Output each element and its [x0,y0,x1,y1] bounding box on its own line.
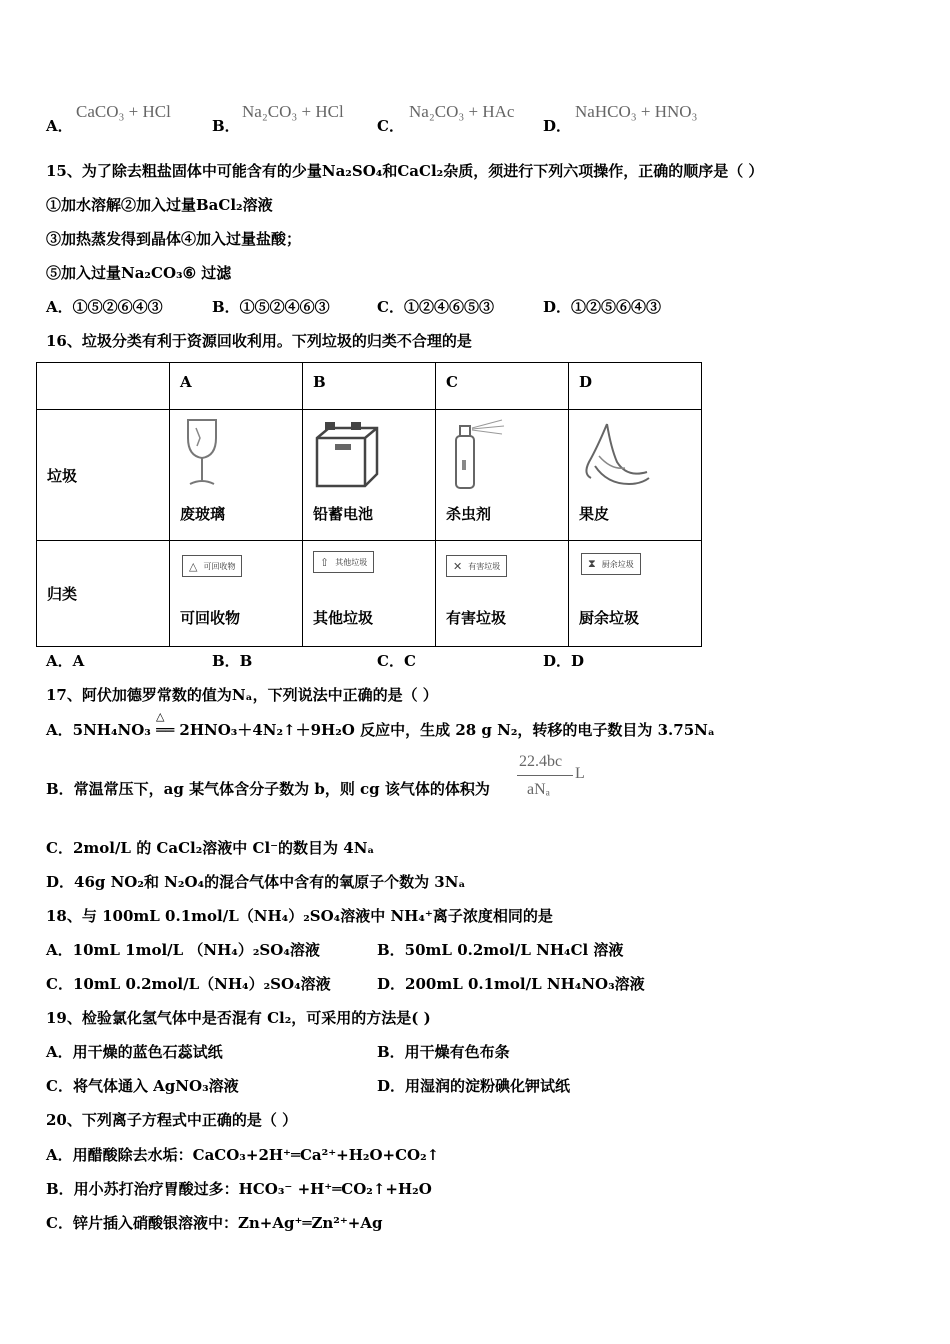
badge-text: 厨余垃圾 [601,559,634,569]
category-kitchen [569,541,702,647]
recycle-icon: △ [189,559,198,573]
q19-option-c: C．将气体通入 AgNO₃溶液 [46,1077,239,1095]
q19-stem: 19、检验氯化氢气体中是否混有 Cl₂，可采用的方法是( ) [46,1009,431,1027]
badge-text: 可回收物 [203,561,236,571]
hazardous-badge [446,555,507,577]
q17-option-c: C．2mol/L 的 CaCl₂溶液中 Cl⁻的数目为 4Nₐ [46,839,375,857]
fraction-unit: L [575,765,585,782]
q15-stem: 15、为了除去粗盐固体中可能含有的少量Na₂SO₄和CaCl₂杂质，须进行下列六项操作，正确的顺序是（ ） [46,162,764,180]
item-label: 杀虫剂 [446,505,492,523]
q17-stem: 17、阿伏加德罗常数的值为Nₐ，下列说法中正确的是（ ） [46,686,438,704]
q16-option-a: A．A [46,652,85,670]
q15-option-c: C．①②④⑥⑤③ [377,298,494,316]
q16-option-d: D．D [543,652,585,670]
item-label: 果皮 [579,505,610,523]
q17-option-a: A．5NH₄NO₃ ══ 2HNO₃＋4N₂↑＋9H₂O 反应中，生成 28 g N₂，转移的电子数目为 3.75Nₐ [46,721,715,739]
q18-option-d: D．200mL 0.1mol/L NH₄NO₃溶液 [377,975,645,993]
q14-option-d-formula: NaHCO₃ + HNO₃ [575,102,698,121]
hourglass-icon: ⧗ [588,557,596,570]
header-b: B [303,363,436,410]
category-label: 可回收物 [180,609,241,627]
q16-option-b: B．B [212,652,253,670]
battery-icon [313,420,381,490]
fraction-numerator: 22.4bc [519,753,563,770]
row-label-category: 归类 [37,541,170,647]
q15-line1: ①加水溶解②加入过量BaCl₂溶液 [46,196,273,214]
badge-text: 有害垃圾 [468,561,501,571]
q17-option-d: D．46g NO₂和 N₂O₄的混合气体中含有的氧原子个数为 3Nₐ [46,873,466,891]
item-label: 废玻璃 [180,505,226,523]
q14-option-a-letter: A． [46,117,73,135]
q14-option-c-letter: C． [377,117,404,135]
tree-icon: ⇧ [320,555,330,569]
q15-option-d: D．①②⑤⑥④③ [543,298,662,316]
q18-option-c: C．10mL 0.2mol/L（NH₄）₂SO₄溶液 [46,975,331,993]
fraction-bar [517,775,573,776]
heat-symbol: △ [156,710,165,723]
kitchen-waste-badge [581,553,641,575]
spray-can-icon [446,416,508,490]
category-hazardous [436,541,569,647]
q15-option-a: A．①⑤②⑥④③ [46,298,163,316]
category-label: 其他垃圾 [313,609,374,627]
q15-option-b: B．①⑤②④⑥③ [212,298,330,316]
q14-option-a-formula: CaCO₃ + HCl [76,102,171,121]
header-empty [37,363,170,410]
category-other [303,541,436,647]
q19-option-a: A．用干燥的蓝色石蕊试纸 [46,1043,223,1061]
waste-table [36,362,702,647]
q20-option-b: B．用小苏打治疗胃酸过多：HCO₃⁻ +H⁺═CO₂↑+H₂O [46,1180,432,1198]
q15-line3: ⑤加入过量Na₂CO₃⑥ 过滤 [46,264,232,282]
item-waste-glass [170,410,303,541]
q20-option-a: A．用醋酸除去水垢：CaCO₃+2H⁺═Ca²⁺+H₂O+CO₂↑ [46,1146,440,1164]
q20-option-c: C．锌片插入硝酸银溶液中：Zn+Ag⁺═Zn²⁺+Ag [46,1214,383,1232]
recyclable-badge [182,555,242,577]
fraction-denominator: aNₐ [527,781,551,798]
q18-option-b: B．50mL 0.2mol/L NH₄Cl 溶液 [377,941,624,959]
q16-option-c: C．C [377,652,416,670]
q19-option-b: B．用干燥有色布条 [377,1043,510,1061]
q17-option-b: B．常温常压下，ag 某气体含分子数为 b，则 cg 该气体的体积为 [46,780,490,798]
badge-text: 其他垃圾 [335,557,368,567]
category-label: 厨余垃圾 [579,609,640,627]
header-d: D [569,363,702,410]
cross-icon: ✕ [453,559,463,573]
item-lead-battery [303,410,436,541]
item-fruit-peel [569,410,702,541]
header-a: A [170,363,303,410]
q14-option-b-letter: B． [212,117,240,135]
q18-stem: 18、与 100mL 0.1mol/L（NH₄）₂SO₄溶液中 NH₄⁺离子浓度相同的是 [46,907,553,925]
item-insecticide [436,410,569,541]
category-label: 有害垃圾 [446,609,507,627]
wine-glass-icon [182,416,222,488]
header-c: C [436,363,569,410]
q14-option-d-letter: D． [543,117,572,135]
category-recyclable [170,541,303,647]
q18-option-a: A．10mL 1mol/L （NH₄）₂SO₄溶液 [46,941,320,959]
q20-stem: 20、下列离子方程式中正确的是（ ） [46,1111,298,1129]
row-label-garbage: 垃圾 [37,410,170,541]
q19-option-d: D．用湿润的淀粉碘化钾试纸 [377,1077,571,1095]
q15-line2: ③加热蒸发得到晶体④加入过量盐酸； [46,230,302,248]
banana-peel-icon [577,418,655,490]
q16-stem: 16、垃圾分类有利于资源回收利用。下列垃圾的归类不合理的是 [46,332,472,350]
q14-option-b-formula: Na₂CO₃ + HCl [242,102,344,121]
other-waste-badge [313,551,374,573]
q14-option-c-formula: Na₂CO₃ + HAc [409,102,515,121]
item-label: 铅蓄电池 [313,505,374,523]
